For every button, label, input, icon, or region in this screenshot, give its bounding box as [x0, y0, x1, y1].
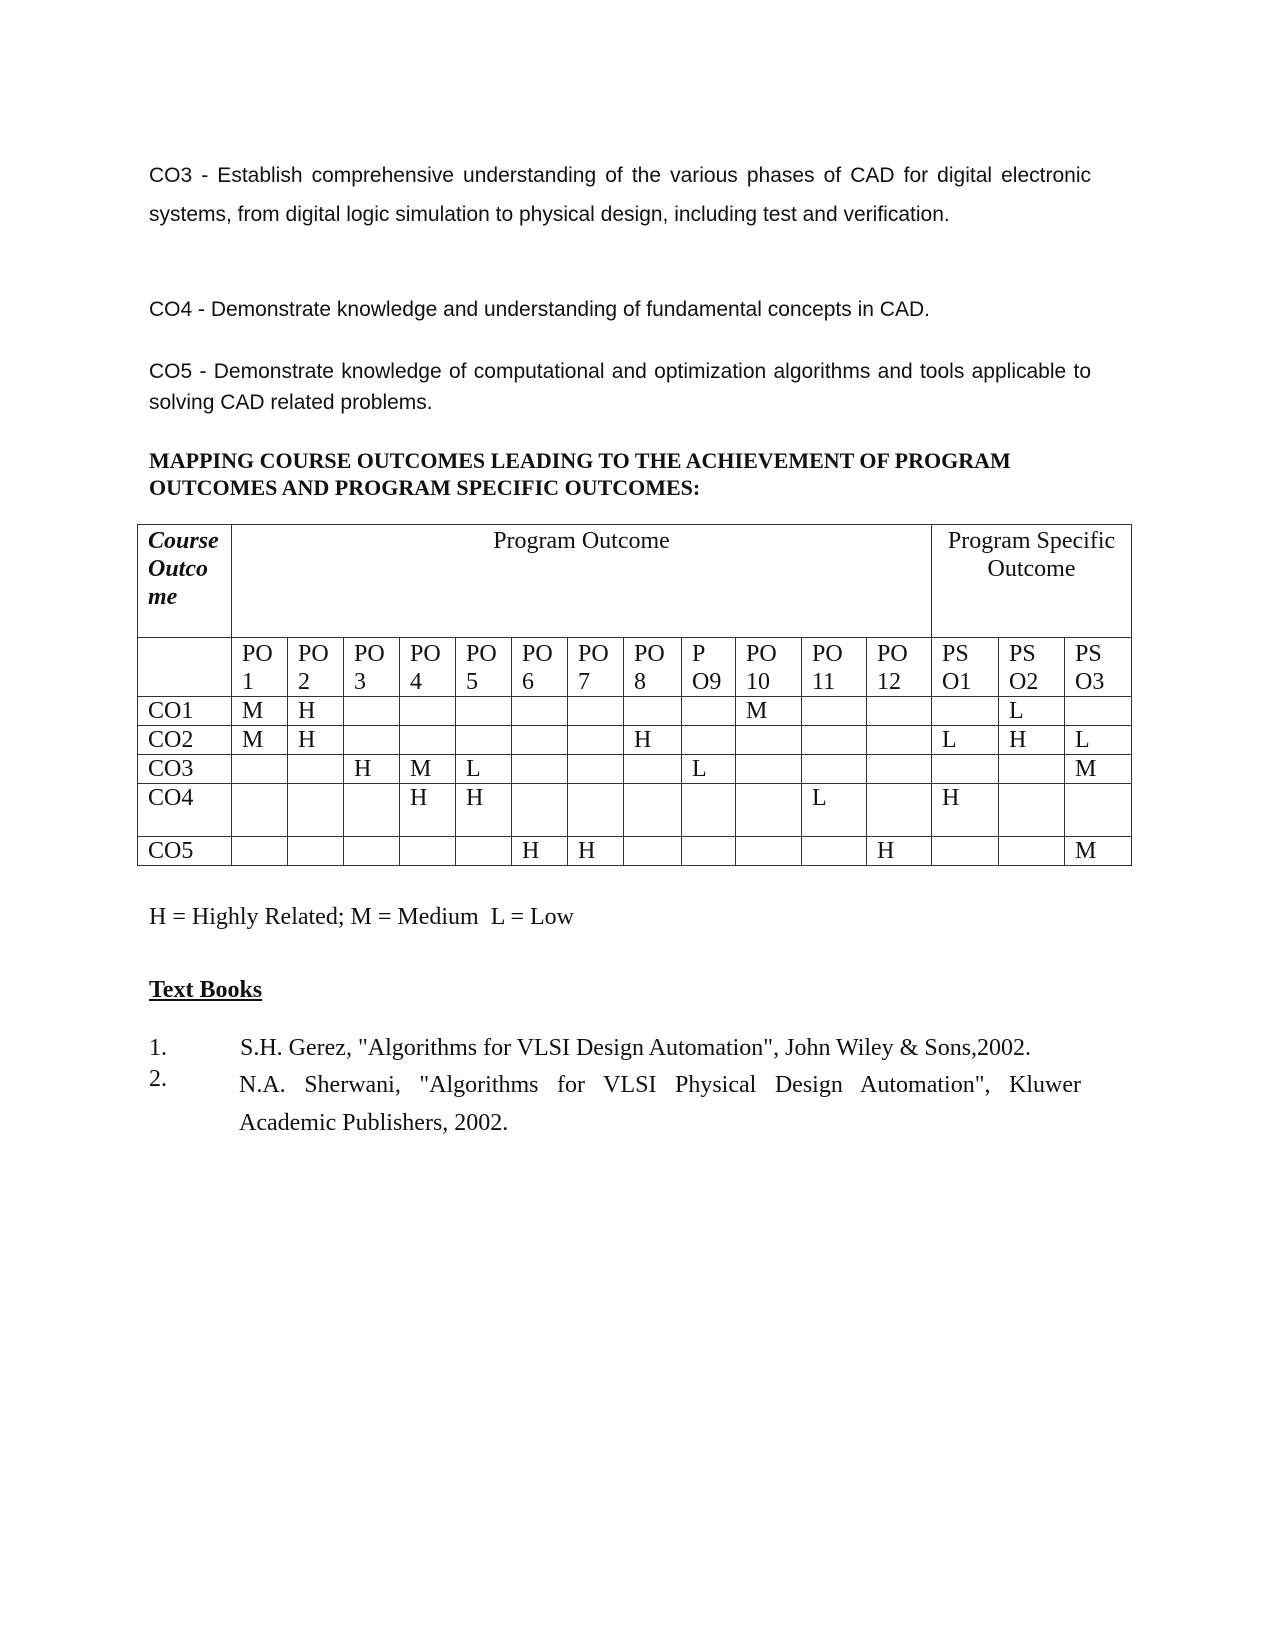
mapping-cell	[568, 697, 624, 726]
mapping-cell: M	[736, 697, 802, 726]
mapping-cell	[802, 837, 867, 866]
mapping-cell	[867, 697, 932, 726]
mapping-cell	[736, 726, 802, 755]
mapping-cell	[682, 837, 736, 866]
course-outcome-label: CO5	[138, 837, 232, 866]
mapping-cell: L	[682, 755, 736, 784]
mapping-cell	[232, 784, 288, 837]
course-outcome-label: CO1	[138, 697, 232, 726]
mapping-cell	[288, 837, 344, 866]
mapping-cell: H	[288, 697, 344, 726]
mapping-cell	[512, 726, 568, 755]
mapping-cell: M	[400, 755, 456, 784]
mapping-cell	[400, 726, 456, 755]
course-outcome-header: Course Outcome	[138, 525, 232, 638]
mapping-cell	[802, 697, 867, 726]
mapping-cell	[344, 784, 400, 837]
mapping-cell	[736, 837, 802, 866]
outcome-column-header: PO 1	[232, 638, 288, 697]
mapping-cell: H	[867, 837, 932, 866]
legend: H = Highly Related; M = Medium L = Low	[149, 904, 575, 930]
mapping-cell	[867, 755, 932, 784]
outcome-column-header: PO 10	[736, 638, 802, 697]
mapping-cell	[568, 784, 624, 837]
mapping-cell	[736, 784, 802, 837]
mapping-cell	[568, 755, 624, 784]
outcome-column-header: PO 12	[867, 638, 932, 697]
table-row	[138, 697, 1132, 726]
program-specific-outcome-header: Program Specific Outcome	[932, 525, 1132, 638]
mapping-cell	[1065, 697, 1132, 726]
mapping-cell	[624, 837, 682, 866]
course-outcome-co4: CO4 - Demonstrate knowledge and understanding of fundamental concepts in CAD.	[149, 298, 930, 321]
text-books-title: Text Books	[149, 977, 263, 1003]
mapping-cell	[344, 697, 400, 726]
course-outcome-label: CO2	[138, 726, 232, 755]
mapping-cell: H	[288, 726, 344, 755]
mapping-cell	[999, 837, 1065, 866]
mapping-cell	[512, 697, 568, 726]
mapping-cell	[344, 837, 400, 866]
outcome-column-header: PO 8	[624, 638, 682, 697]
mapping-heading: MAPPING COURSE OUTCOMES LEADING TO THE ACHIEVEMENT OF PROGRAM OUTCOMES AND PROGRAM SPECIFIC OUTCOMES:	[149, 448, 1011, 500]
mapping-cell	[932, 755, 999, 784]
text-book-citation: S.H. Gerez, "Algorithms for VLSI Design Automation", John Wiley & Sons,2002.	[240, 1035, 1032, 1061]
mapping-cell	[682, 697, 736, 726]
table-row	[138, 755, 1132, 784]
mapping-cell: L	[932, 726, 999, 755]
mapping-cell: L	[456, 755, 512, 784]
mapping-cell	[932, 697, 999, 726]
mapping-cell	[867, 726, 932, 755]
mapping-cell	[232, 837, 288, 866]
mapping-cell	[512, 784, 568, 837]
mapping-cell	[232, 755, 288, 784]
mapping-cell: H	[400, 784, 456, 837]
mapping-cell: L	[1065, 726, 1132, 755]
mapping-cell	[802, 726, 867, 755]
table-row	[138, 726, 1132, 755]
outcome-column-header: PS O2	[999, 638, 1065, 697]
outcome-column-header: PO 2	[288, 638, 344, 697]
mapping-cell	[999, 755, 1065, 784]
mapping-cell: H	[568, 837, 624, 866]
mapping-cell	[736, 755, 802, 784]
mapping-cell: M	[232, 697, 288, 726]
mapping-cell	[456, 697, 512, 726]
mapping-cell	[682, 784, 736, 837]
mapping-cell	[624, 697, 682, 726]
mapping-cell	[932, 837, 999, 866]
outcome-column-header: PO 4	[400, 638, 456, 697]
text-book-number: 2.	[149, 1066, 167, 1092]
mapping-cell	[400, 697, 456, 726]
outcome-column-header: PO 7	[568, 638, 624, 697]
outcome-column-header: PS O3	[1065, 638, 1132, 697]
outcome-column-header: P O9	[682, 638, 736, 697]
mapping-cell	[512, 755, 568, 784]
outcome-column-header: PO 11	[802, 638, 867, 697]
empty-corner-cell	[138, 638, 232, 697]
course-outcome-label: CO3	[138, 755, 232, 784]
mapping-cell: L	[802, 784, 867, 837]
table-row	[138, 837, 1132, 866]
mapping-cell	[456, 726, 512, 755]
outcome-column-header: PO 5	[456, 638, 512, 697]
mapping-cell: M	[232, 726, 288, 755]
outcome-column-header: PO 3	[344, 638, 400, 697]
mapping-cell: H	[512, 837, 568, 866]
mapping-cell	[682, 726, 736, 755]
course-outcome-co5: CO5 - Demonstrate knowledge of computational and optimization algorithms and tools applicable to solving CAD related problems.	[149, 360, 1091, 414]
mapping-cell	[1065, 784, 1132, 837]
mapping-cell	[624, 784, 682, 837]
mapping-cell: L	[999, 697, 1065, 726]
course-outcome-co3: CO3 - Establish comprehensive understanding of the various phases of CAD for digital electronic systems, from digital logic simulation to physical design, including test and verification.	[149, 164, 1091, 226]
mapping-cell	[624, 755, 682, 784]
text-book-citation: N.A. Sherwani, "Algorithms for VLSI Physical Design Automation", Kluwer Academic Publishers, 2002.	[239, 1072, 1081, 1136]
mapping-cell	[344, 726, 400, 755]
mapping-cell	[802, 755, 867, 784]
outcome-columns-row	[138, 638, 1132, 697]
mapping-cell	[288, 755, 344, 784]
mapping-cell: H	[932, 784, 999, 837]
mapping-cell: H	[624, 726, 682, 755]
mapping-cell: M	[1065, 755, 1132, 784]
mapping-cell	[400, 837, 456, 866]
outcome-column-header: PO 6	[512, 638, 568, 697]
mapping-cell: H	[999, 726, 1065, 755]
program-outcome-header: Program Outcome	[232, 525, 932, 638]
course-outcome-label: CO4	[138, 784, 232, 837]
table-row	[138, 784, 1132, 837]
text-book-number: 1.	[149, 1035, 167, 1061]
mapping-cell	[288, 784, 344, 837]
mapping-cell	[568, 726, 624, 755]
mapping-cell	[999, 784, 1065, 837]
outcome-column-header: PS O1	[932, 638, 999, 697]
mapping-table	[137, 524, 1132, 866]
mapping-cell: H	[344, 755, 400, 784]
mapping-cell	[456, 837, 512, 866]
mapping-cell: M	[1065, 837, 1132, 866]
mapping-cell: H	[456, 784, 512, 837]
mapping-cell	[867, 784, 932, 837]
